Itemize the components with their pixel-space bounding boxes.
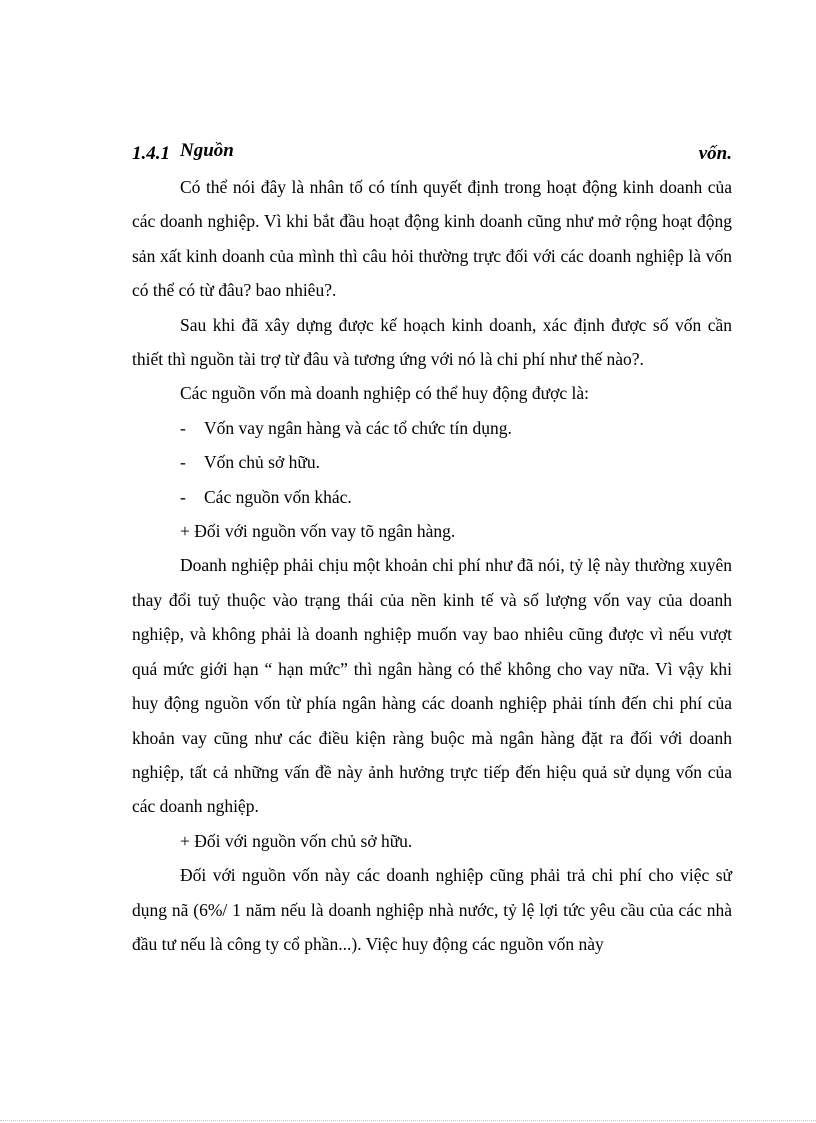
document-page xyxy=(132,138,732,961)
paragraph-intro: Có thể nói đây là nhân tố có tính quyết định trong hoạt động kinh doanh của các doanh nghiệp. Vì khi bắt đầu hoạt động kinh doanh cũng như mở rộng hoạt động sản xất kinh doanh của mình thì câu hỏi thường trực đối với các doanh nghiệp là vốn có thể có từ đâu? bao nhiêu?. xyxy=(132,177,732,301)
paragraph-bank-loans: Doanh nghiệp phải chịu một khoản chi phí như đã nói, tỷ lệ này thường xuyên thay đổi tuỷ thuộc vào trạng thái của nền kinh tế và số lượng vốn vay của doanh nghiệp, và không phải là doanh nghiệp muốn vay bao nhiêu cũng được vì nếu vượt quá mức giới hạn “ hạn mức” thì ngân hàng có thể không cho vay nữa. Vì vậy khi huy động nguồn vốn từ phía ngân hàng các doanh nghiệp phải tính đến chi phí của khoản vay cũng như các điều kiện ràng buộc mà ngân hàng đặt ra đối với doanh nghiệp, tất cả những vấn đề này ảnh hưởng trực tiếp đến hiệu quả sử dụng vốn của các doanh nghiệp. xyxy=(132,555,732,817)
subheading-owner-equity: + Đối với nguồn vốn chủ sở hữu. xyxy=(180,830,413,851)
section-title-word-1: Nguồn xyxy=(180,140,234,161)
paragraph-funding-cost: Sau khi đã xây dựng được kế hoạch kinh doanh, xác định được số vốn cần thiết thì nguồn tài trợ từ đâu và tương ứng với nó là chi phí như thế nào?. xyxy=(132,314,732,370)
section-title-word-2: vốn. xyxy=(698,143,732,164)
list-dash: - xyxy=(180,417,186,438)
subheading-bank-loans: + Đối với nguồn vốn vay tõ ngân hàng. xyxy=(180,521,456,542)
list-item-text: Vốn vay ngân hàng và các tổ chức tín dụng. xyxy=(204,417,512,438)
section-number: 1.4.1 xyxy=(132,143,170,164)
list-item xyxy=(132,480,732,514)
list-item-text: Vốn chủ sở hữu. xyxy=(204,452,320,473)
section-heading xyxy=(132,138,732,170)
list-item-text: Các nguồn vốn khác. xyxy=(204,486,352,507)
page-bottom-divider xyxy=(0,1120,816,1121)
list-dash: - xyxy=(180,452,186,473)
list-dash: - xyxy=(180,486,186,507)
list-item xyxy=(132,411,732,445)
paragraph-owner-equity: Đối với nguồn vốn này các doanh nghiệp cũng phải trả chi phí cho việc sử dụng nã (6%/ 1 năm nếu là doanh nghiệp nhà nước, tỷ lệ lợi tức yêu cầu của các nhà đầu tư nếu là công ty cổ phần...). Việc huy động các nguồn vốn này xyxy=(132,865,732,954)
list-item xyxy=(132,445,732,479)
paragraph-sources-intro: Các nguồn vốn mà doanh nghiệp có thể huy động được là: xyxy=(180,383,590,404)
